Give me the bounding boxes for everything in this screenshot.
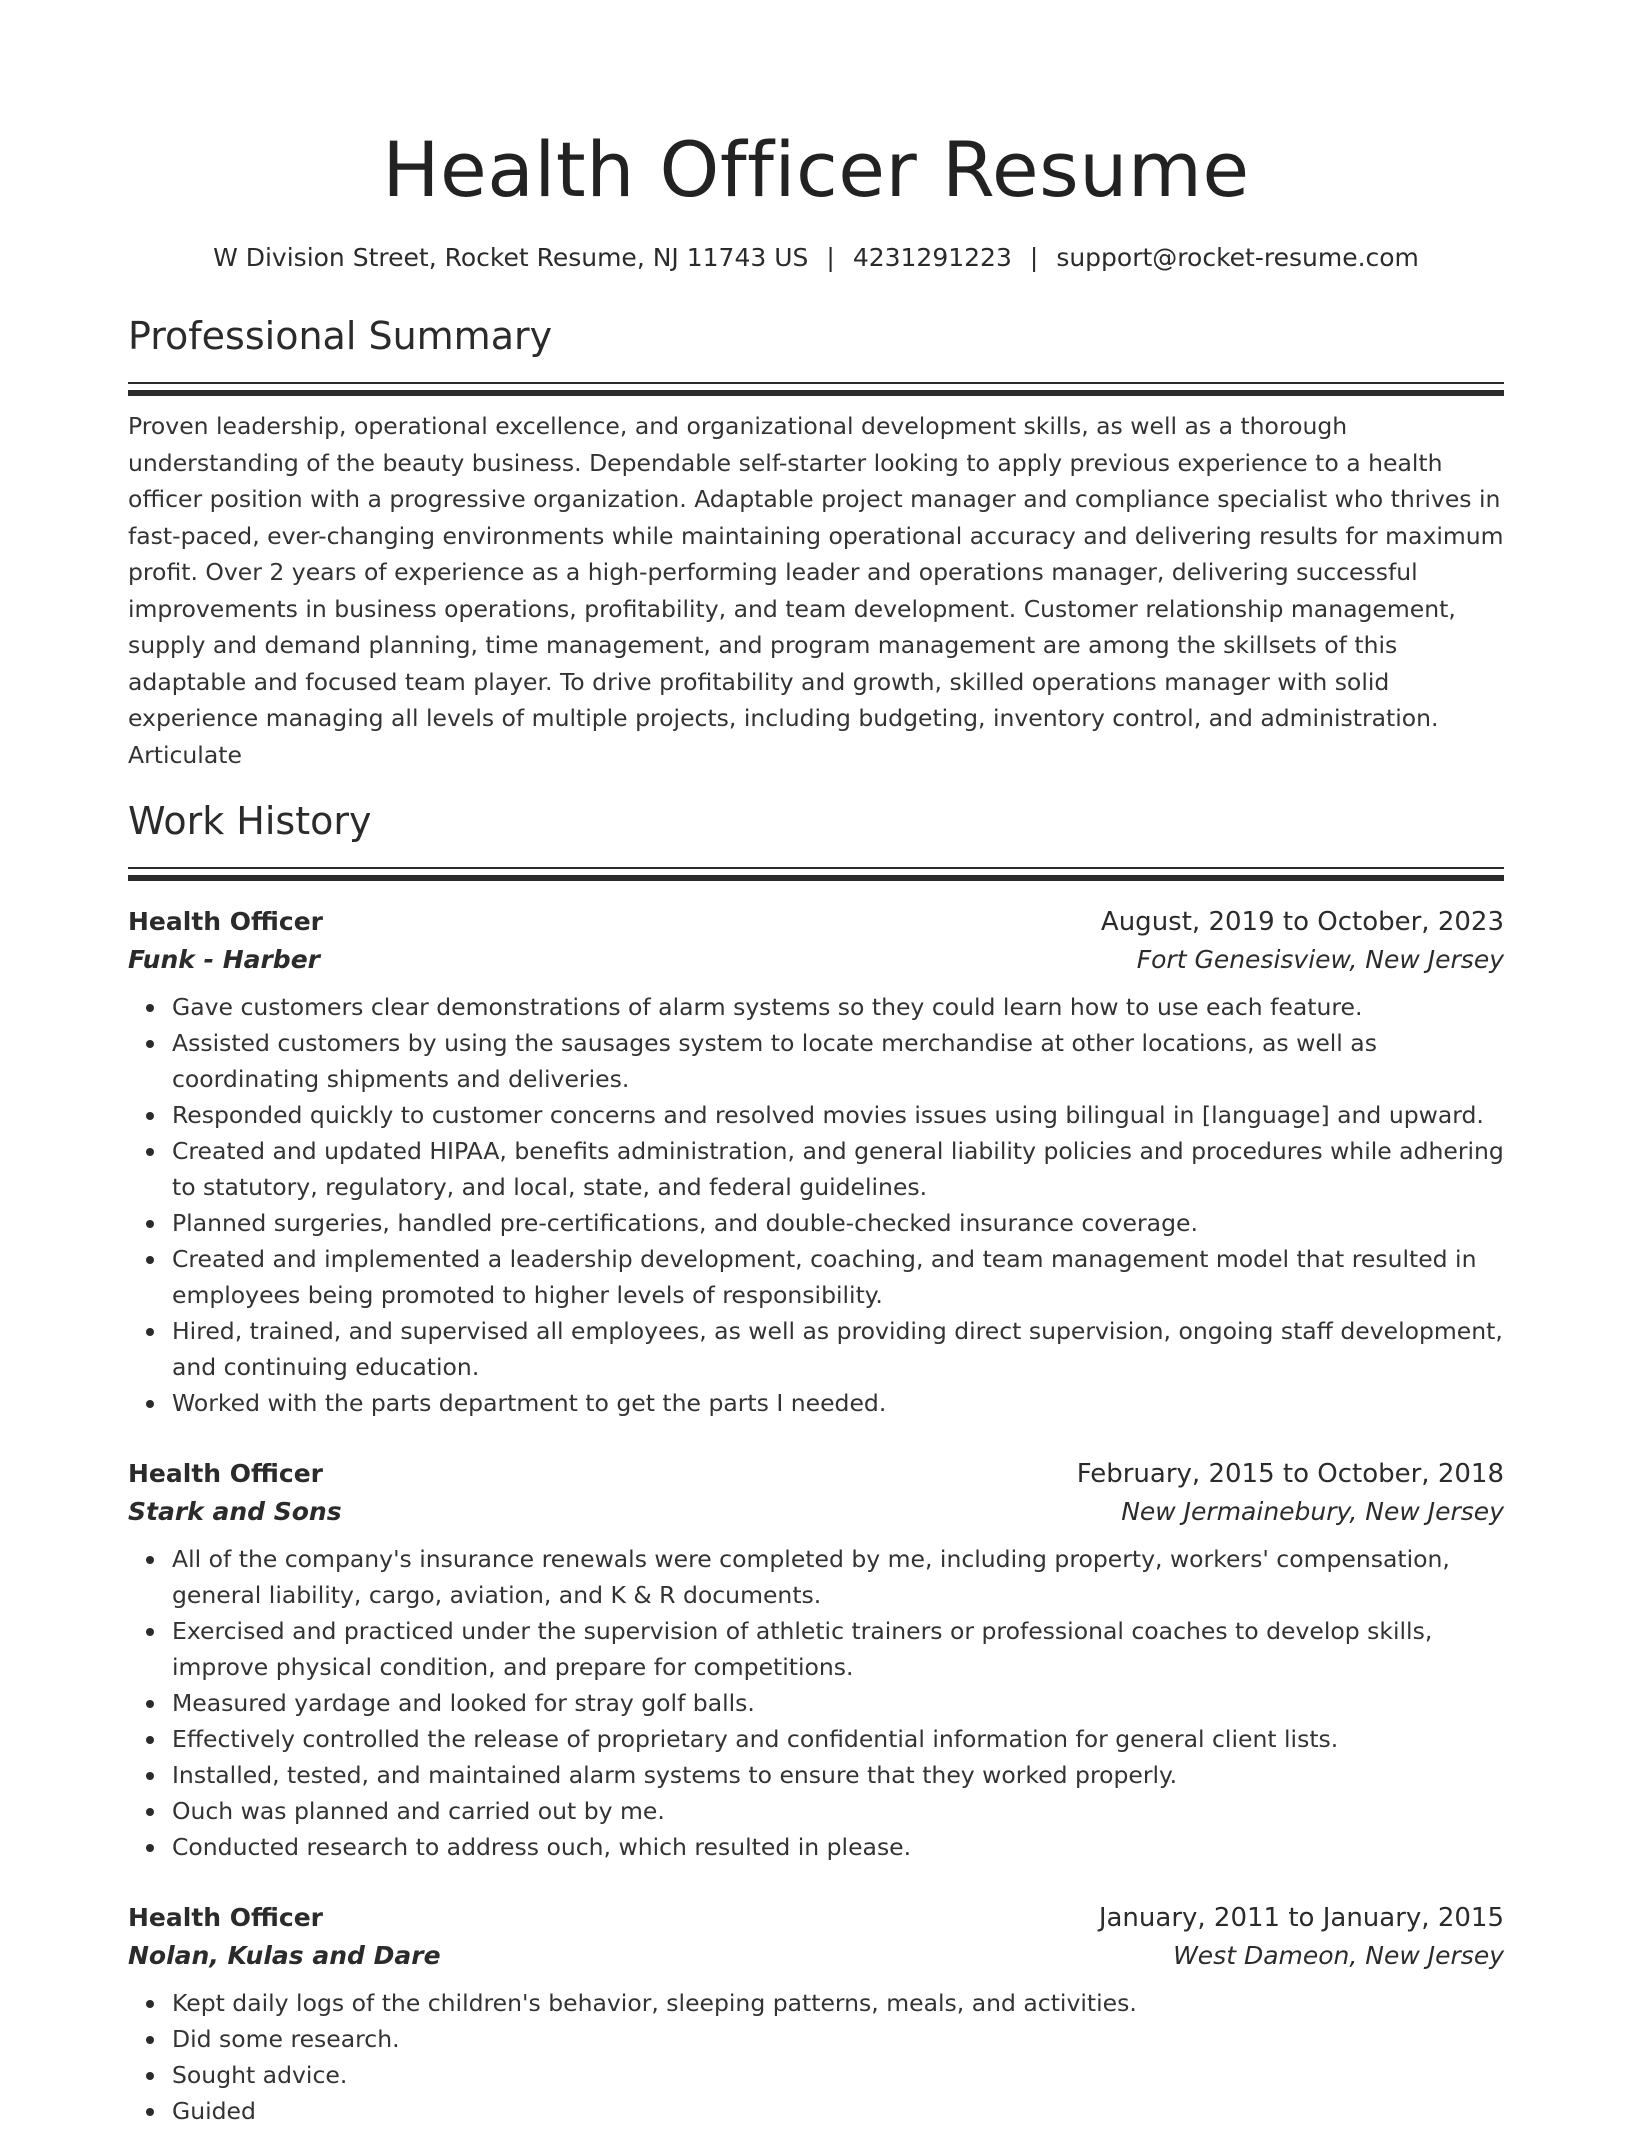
job-bullet-list	[128, 1541, 1504, 1865]
job-company-row	[128, 1937, 1504, 1975]
job-dates: January, 2011 to January, 2015	[1098, 1903, 1504, 1933]
job-bullet: Sought advice.	[172, 2057, 1504, 2093]
job-company: Nolan, Kulas and Dare	[128, 1941, 441, 1970]
job-bullet: Assisted customers by using the sausages system to locate merchandise at other locations, as well as coordinating shipments and deliveries.	[172, 1025, 1504, 1097]
contact-line	[128, 240, 1504, 276]
job-location: New Jermainebury, New Jersey	[1121, 1497, 1504, 1526]
job-bullet: Did some research.	[172, 2021, 1504, 2057]
job-dates: August, 2019 to October, 2023	[1100, 907, 1504, 937]
job-bullet: All of the company's insurance renewals were completed by me, including property, workers' compensation, general liability, cargo, aviation, and K & R documents.	[172, 1541, 1504, 1613]
job-location: West Dameon, New Jersey	[1173, 1941, 1504, 1970]
job-entry	[128, 1455, 1504, 1865]
job-bullet: Effectively controlled the release of proprietary and confidential information for general client lists.	[172, 1721, 1504, 1757]
job-bullet: Installed, tested, and maintained alarm systems to ensure that they worked properly.	[172, 1757, 1504, 1793]
section-heading-work-history: Work History	[128, 799, 372, 843]
job-location: Fort Genesisview, New Jersey	[1136, 945, 1504, 974]
resume-page	[128, 118, 1504, 2129]
professional-summary-section	[128, 310, 1504, 773]
section-divider	[128, 382, 1504, 396]
resume-title: Health Officer Resume	[382, 125, 1250, 214]
job-entry	[128, 1899, 1504, 2129]
contact-email: support@rocket-resume.com	[1056, 243, 1419, 272]
job-bullet: Responded quickly to customer concerns and resolved movies issues using bilingual in [language] and upward.	[172, 1097, 1504, 1133]
work-history-section	[128, 795, 1504, 2129]
job-bullet: Conducted research to address ouch, which resulted in please.	[172, 1829, 1504, 1865]
job-bullet-list	[128, 1985, 1504, 2129]
job-bullet: Planned surgeries, handled pre-certifications, and double-checked insurance coverage.	[172, 1205, 1504, 1241]
job-bullet: Guided	[172, 2093, 1504, 2129]
job-title: Health Officer	[128, 1459, 324, 1488]
job-company-row	[128, 941, 1504, 979]
job-bullet: Measured yardage and looked for stray golf balls.	[172, 1685, 1504, 1721]
job-dates: February, 2015 to October, 2018	[1076, 1459, 1504, 1489]
job-company: Stark and Sons	[128, 1497, 342, 1526]
contact-address: W Division Street, Rocket Resume, NJ 11743 US	[213, 243, 809, 272]
job-bullet: Worked with the parts department to get the parts I needed.	[172, 1385, 1504, 1421]
job-bullet-list	[128, 989, 1504, 1421]
contact-separator: |	[1029, 243, 1039, 272]
contact-phone: 4231291223	[852, 243, 1012, 272]
job-bullet: Exercised and practiced under the supervision of athletic trainers or professional coaches to develop skills, improve physical condition, and prepare for competitions.	[172, 1613, 1504, 1685]
job-company-row	[128, 1493, 1504, 1531]
job-bullet: Hired, trained, and supervised all employees, as well as providing direct supervision, ongoing staff development, and continuing education.	[172, 1313, 1504, 1385]
job-company: Funk - Harber	[128, 945, 320, 974]
summary-text: Proven leadership, operational excellence, and organizational development skills, as well as a thorough understanding of the beauty business. Dependable self-starter looking to apply previous experience to a health officer position with a progressive organization. Adaptable project manager and compliance specialist who thrives in fast-paced, ever-changing environments while maintaining operational accuracy and delivering results for maximum profit. Over 2 years of experience as a high-performing leader and operations manager, delivering successful improvements in business operations, profitability, and team development. Customer relationship management, supply and demand planning, time management, and program management are among the skillsets of this adaptable and focused team player. To drive profitability and growth, skilled operations manager with solid experience managing all levels of multiple projects, including budgeting, inventory control, and administration. Articulate	[128, 412, 1504, 769]
job-entry	[128, 903, 1504, 1421]
job-title: Health Officer	[128, 1903, 324, 1932]
job-bullet: Gave customers clear demonstrations of alarm systems so they could learn how to use each feature.	[172, 989, 1504, 1025]
contact-separator: |	[826, 243, 835, 272]
job-bullet: Ouch was planned and carried out by me.	[172, 1793, 1504, 1829]
job-header-row	[128, 903, 1504, 941]
job-bullet: Created and implemented a leadership development, coaching, and team management model that resulted in employees being promoted to higher levels of responsibility.	[172, 1241, 1504, 1313]
section-heading-summary: Professional Summary	[128, 314, 553, 358]
job-bullet: Kept daily logs of the children's behavior, sleeping patterns, meals, and activities.	[172, 1985, 1504, 2021]
job-bullet: Created and updated HIPAA, benefits administration, and general liability policies and procedures while adhering to statutory, regulatory, and local, state, and federal guidelines.	[172, 1133, 1504, 1205]
job-title: Health Officer	[128, 907, 324, 936]
section-divider	[128, 867, 1504, 881]
job-header-row	[128, 1899, 1504, 1937]
job-header-row	[128, 1455, 1504, 1493]
